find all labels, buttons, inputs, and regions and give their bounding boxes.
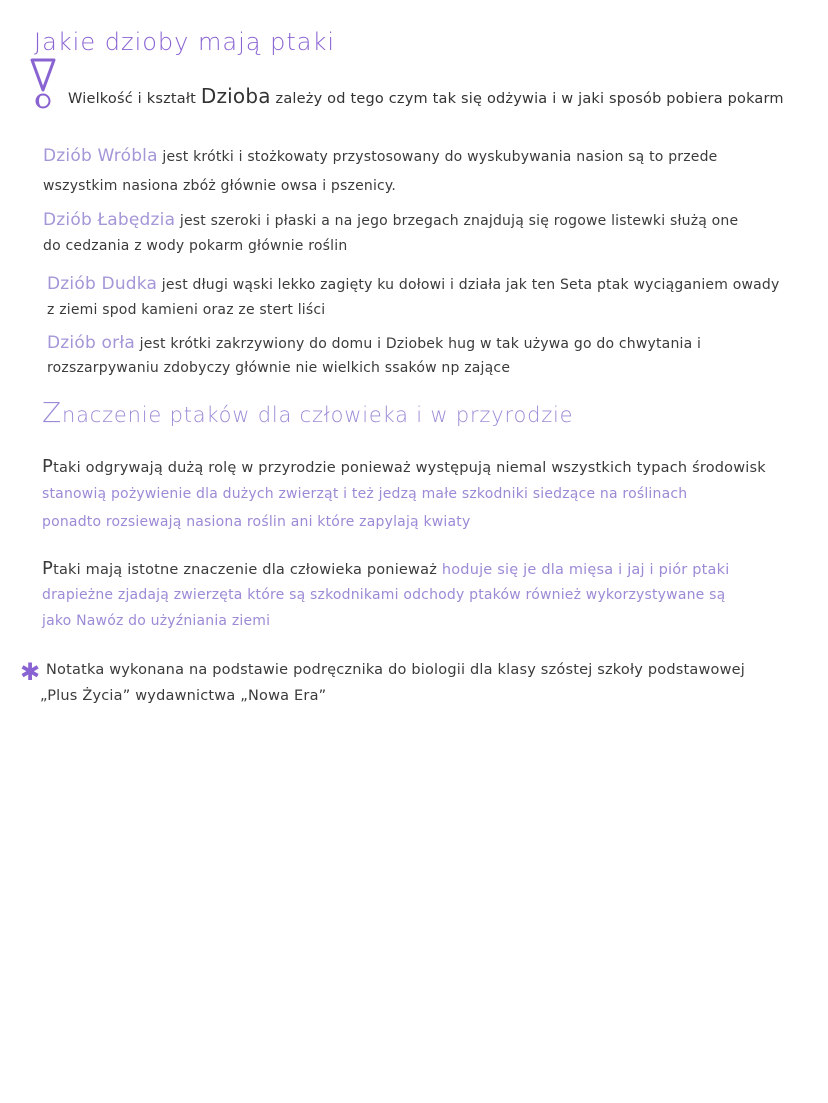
para-text-dark: taki mają istotne znaczenie dla człowieka ponieważ <box>53 562 442 578</box>
section-heading <box>42 396 573 429</box>
beak-eagle-line1 <box>47 333 701 353</box>
footnote-line2: „Plus Życia” wydawnictwa „Nowa Era” <box>40 688 327 704</box>
beak-hoopoe-line2: z ziemi spod kamieni oraz ze stert liści <box>47 302 326 318</box>
beak-desc: jest szeroki i płaski a na jego brzegach znajdują się rogowe listewki służą one <box>175 213 739 229</box>
beak-desc: jest krótki zakrzywiony do domu i Dziobek hug w tak używa go do chwytania i <box>134 336 702 352</box>
intro-after: zależy od tego czym tak się odżywia i w jaki sposób pobiera pokarm <box>270 91 784 107</box>
human-para-line1: Ptaki mają istotne znaczenie dla człowieka ponieważ hoduje się je dla mięsa i jaj i piór ptaki <box>42 558 730 579</box>
beak-desc: jest długi wąski lekko zagięty ku dołowi i działa jak ten Seta ptak wyciąganiem owady <box>157 277 780 293</box>
nature-para-line1: Ptaki odgrywają dużą rolę w przyrodzie ponieważ występują niemal wszystkich typach środowisk <box>42 456 766 477</box>
human-para-line2: drapieżne zjadają zwierzęta które są szkodnikami odchody ptaków również wykorzystywane są <box>42 587 726 603</box>
beak-sparrow-line1 <box>43 146 718 166</box>
beak-sparrow-line2: wszystkim nasiona zbóż głównie owsa i pszenicy. <box>43 178 397 194</box>
beak-hoopoe-line1 <box>47 274 779 294</box>
para-text-lavender: hoduje się je dla mięsa i jaj i piór ptaki <box>441 562 730 578</box>
page-title: Jakie dzioby mają ptaki <box>34 28 336 56</box>
beak-name: Dziób orła <box>47 333 135 353</box>
beak-name: Dziób Wróbla <box>43 146 158 166</box>
asterisk-icon: ✱ <box>20 658 41 686</box>
beak-swan-line2: do cedzania z wody pokarm głównie roślin <box>43 238 348 254</box>
para-text: taki odgrywają dużą rolę w przyrodzie ponieważ występują niemal wszystkich typach środowisk <box>53 460 766 476</box>
human-para-line3: jako Nawóz do użyźniania ziemi <box>42 613 271 629</box>
footnote-line1: Notatka wykonana na podstawie podręcznika do biologii dla klasy szóstej szkoły podstawowej <box>46 662 746 678</box>
exclamation-icon <box>30 58 56 110</box>
intro-text <box>68 84 784 108</box>
beak-name: Dziób Dudka <box>47 274 158 294</box>
intro-before: Wielkość i kształt <box>68 91 201 107</box>
nature-para-line3: ponadto rozsiewają nasiona roślin ani które zapylają kwiaty <box>42 514 471 530</box>
beak-name: Dziób Łabędzia <box>43 210 176 230</box>
beak-desc: jest krótki i stożkowaty przystosowany do wyskubywania nasion są to przede <box>157 149 718 165</box>
nature-para-line2: stanowią pożywienie dla dużych zwierząt i też jedzą małe szkodniki siedzące na roślinach <box>42 486 688 502</box>
heading-rest: naczenie ptaków dla człowieka i w przyrodzie <box>61 403 574 427</box>
beak-eagle-line2: rozszarpywaniu zdobyczy głównie nie wielkich ssaków np zające <box>47 360 511 376</box>
intro-highlight: Dzioba <box>200 84 271 108</box>
heading-initial: Z <box>42 396 62 429</box>
beak-swan-line1 <box>43 210 738 230</box>
